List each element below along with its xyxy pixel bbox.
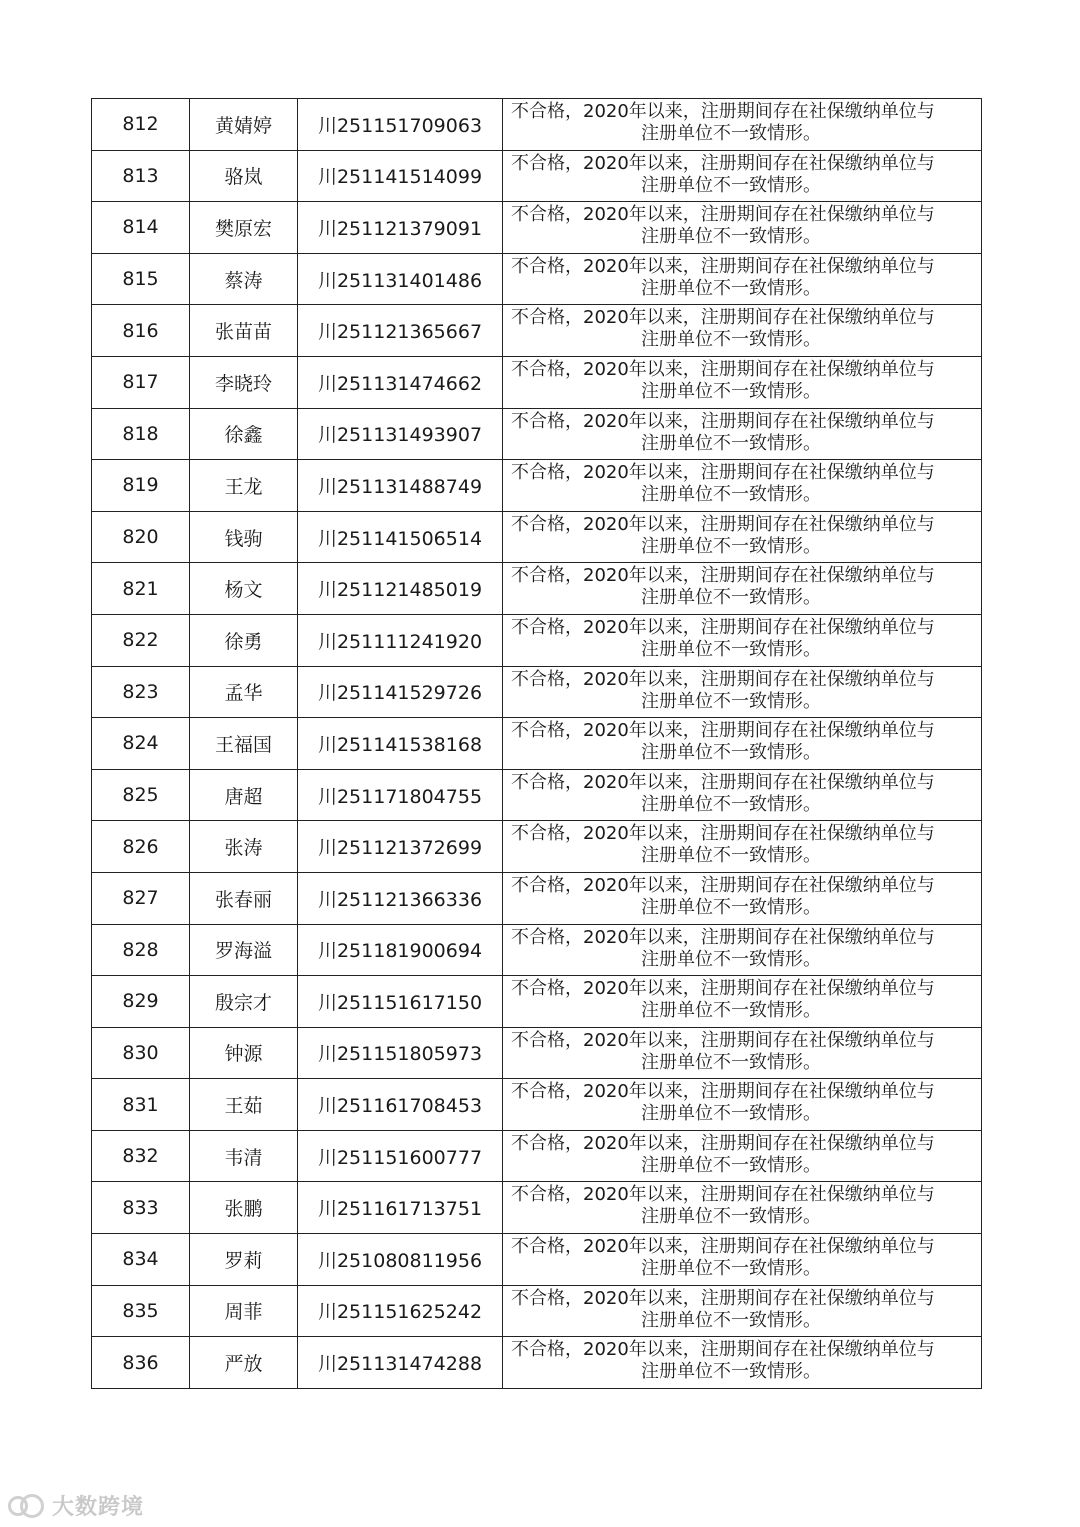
- row-number: 812: [92, 99, 190, 151]
- table-row: [92, 408, 982, 460]
- remark-line2: 注册单位不一致情形。: [641, 1103, 821, 1125]
- row-number: 825: [92, 769, 190, 821]
- remark-line2: 注册单位不一致情形。: [641, 587, 821, 609]
- certificate-number: 川251141538168: [298, 718, 503, 770]
- remark-line2: 注册单位不一致情形。: [641, 380, 821, 402]
- remark-cell: [503, 356, 982, 408]
- remark-cell: [503, 202, 982, 254]
- remark-cell: [503, 253, 982, 305]
- row-number: 835: [92, 1285, 190, 1337]
- remark-line1: 不合格，2020年以来，注册期间存在社保缴纳单位与: [511, 565, 935, 587]
- table-row: [92, 202, 982, 254]
- person-name: 王福国: [190, 718, 298, 770]
- remark-line2: 注册单位不一致情形。: [641, 793, 821, 815]
- remark-cell: [503, 511, 982, 563]
- remark-line2: 注册单位不一致情形。: [641, 1361, 821, 1383]
- certificate-number: 川251171804755: [298, 769, 503, 821]
- remark-line2: 注册单位不一致情形。: [641, 1309, 821, 1331]
- remark-cell: [503, 563, 982, 615]
- remark-line1: 不合格，2020年以来，注册期间存在社保缴纳单位与: [511, 1029, 935, 1051]
- table-row: [92, 1337, 982, 1389]
- certificate-number: 川251141506514: [298, 511, 503, 563]
- remark-cell: [503, 1337, 982, 1389]
- remark-line2: 注册单位不一致情形。: [641, 690, 821, 712]
- table-row: [92, 253, 982, 305]
- certificate-number: 川251121366336: [298, 872, 503, 924]
- certificate-number: 川251131488749: [298, 460, 503, 512]
- table-row: [92, 769, 982, 821]
- person-name: 王龙: [190, 460, 298, 512]
- remark-line2: 注册单位不一致情形。: [641, 174, 821, 196]
- remark-cell: [503, 614, 982, 666]
- remark-cell: [503, 460, 982, 512]
- row-number: 832: [92, 1130, 190, 1182]
- table-row: [92, 150, 982, 202]
- remark-cell: [503, 1182, 982, 1234]
- remark-line2: 注册单位不一致情形。: [641, 1258, 821, 1280]
- table-row: [92, 821, 982, 873]
- remark-line1: 不合格，2020年以来，注册期间存在社保缴纳单位与: [511, 668, 935, 690]
- remark-line1: 不合格，2020年以来，注册期间存在社保缴纳单位与: [511, 1236, 935, 1258]
- person-name: 骆岚: [190, 150, 298, 202]
- remark-line1: 不合格，2020年以来，注册期间存在社保缴纳单位与: [511, 874, 935, 896]
- remark-line1: 不合格，2020年以来，注册期间存在社保缴纳单位与: [511, 101, 935, 122]
- person-name: 张鹏: [190, 1182, 298, 1234]
- remark-line2: 注册单位不一致情形。: [641, 1206, 821, 1228]
- table-row: [92, 1285, 982, 1337]
- remark-cell: [503, 408, 982, 460]
- row-number: 830: [92, 1027, 190, 1079]
- remark-line2: 注册单位不一致情形。: [641, 948, 821, 970]
- remark-line1: 不合格，2020年以来，注册期间存在社保缴纳单位与: [511, 307, 935, 329]
- table-row: [92, 511, 982, 563]
- table-row: [92, 356, 982, 408]
- row-number: 815: [92, 253, 190, 305]
- remark-cell: [503, 305, 982, 357]
- row-number: 822: [92, 614, 190, 666]
- remark-cell: [503, 150, 982, 202]
- remark-line1: 不合格，2020年以来，注册期间存在社保缴纳单位与: [511, 152, 935, 174]
- certificate-number: 川251121365667: [298, 305, 503, 357]
- person-name: 唐超: [190, 769, 298, 821]
- row-number: 833: [92, 1182, 190, 1234]
- table-row: [92, 1182, 982, 1234]
- person-name: 张涛: [190, 821, 298, 873]
- certificate-number: 川251121372699: [298, 821, 503, 873]
- remark-line2: 注册单位不一致情形。: [641, 535, 821, 557]
- remark-line2: 注册单位不一致情形。: [641, 1051, 821, 1073]
- person-name: 韦清: [190, 1130, 298, 1182]
- remark-line1: 不合格，2020年以来，注册期间存在社保缴纳单位与: [511, 720, 935, 742]
- person-name: 严放: [190, 1337, 298, 1389]
- certificate-number: 川251161713751: [298, 1182, 503, 1234]
- remark-line2: 注册单位不一致情形。: [641, 123, 821, 144]
- person-name: 殷宗才: [190, 976, 298, 1028]
- row-number: 814: [92, 202, 190, 254]
- remark-cell: [503, 872, 982, 924]
- certificate-number: 川251151600777: [298, 1130, 503, 1182]
- certificate-number: 川251161708453: [298, 1079, 503, 1131]
- row-number: 836: [92, 1337, 190, 1389]
- person-name: 罗海溢: [190, 924, 298, 976]
- certificate-number: 川251151805973: [298, 1027, 503, 1079]
- remark-line2: 注册单位不一致情形。: [641, 896, 821, 918]
- remark-line1: 不合格，2020年以来，注册期间存在社保缴纳单位与: [511, 978, 935, 1000]
- certificate-number: 川251131493907: [298, 408, 503, 460]
- remark-cell: [503, 666, 982, 718]
- row-number: 818: [92, 408, 190, 460]
- person-name: 李晓玲: [190, 356, 298, 408]
- row-number: 831: [92, 1079, 190, 1131]
- remark-line2: 注册单位不一致情形。: [641, 484, 821, 506]
- row-number: 816: [92, 305, 190, 357]
- remark-line1: 不合格，2020年以来，注册期间存在社保缴纳单位与: [511, 771, 935, 793]
- remark-line2: 注册单位不一致情形。: [641, 226, 821, 248]
- person-name: 张苗苗: [190, 305, 298, 357]
- table-row: [92, 614, 982, 666]
- remark-line1: 不合格，2020年以来，注册期间存在社保缴纳单位与: [511, 1081, 935, 1103]
- certificate-number: 川251151625242: [298, 1285, 503, 1337]
- table-row: [92, 563, 982, 615]
- table-row: [92, 1130, 982, 1182]
- table-row: [92, 924, 982, 976]
- results-table: [91, 98, 982, 1389]
- row-number: 823: [92, 666, 190, 718]
- person-name: 蔡涛: [190, 253, 298, 305]
- table-row: [92, 1027, 982, 1079]
- table-row: [92, 976, 982, 1028]
- person-name: 钟源: [190, 1027, 298, 1079]
- certificate-number: 川251181900694: [298, 924, 503, 976]
- person-name: 钱驹: [190, 511, 298, 563]
- remark-line1: 不合格，2020年以来，注册期间存在社保缴纳单位与: [511, 255, 935, 277]
- table-row: [92, 666, 982, 718]
- certificate-number: 川251141514099: [298, 150, 503, 202]
- remark-line2: 注册单位不一致情形。: [641, 742, 821, 764]
- row-number: 824: [92, 718, 190, 770]
- person-name: 徐鑫: [190, 408, 298, 460]
- row-number: 834: [92, 1234, 190, 1286]
- remark-cell: [503, 99, 982, 151]
- remark-line1: 不合格，2020年以来，注册期间存在社保缴纳单位与: [511, 204, 935, 226]
- remark-cell: [503, 1285, 982, 1337]
- remark-cell: [503, 1234, 982, 1286]
- watermark-text: 大数跨境: [52, 1495, 145, 1520]
- certificate-number: 川251111241920: [298, 614, 503, 666]
- row-number: 826: [92, 821, 190, 873]
- remark-cell: [503, 769, 982, 821]
- remark-line1: 不合格，2020年以来，注册期间存在社保缴纳单位与: [511, 410, 935, 432]
- remark-line1: 不合格，2020年以来，注册期间存在社保缴纳单位与: [511, 513, 935, 535]
- certificate-number: 川251121379091: [298, 202, 503, 254]
- remark-line2: 注册单位不一致情形。: [641, 845, 821, 867]
- remark-cell: [503, 1027, 982, 1079]
- table-row: [92, 872, 982, 924]
- certificate-number: 川251121485019: [298, 563, 503, 615]
- person-name: 罗莉: [190, 1234, 298, 1286]
- certificate-number: 川251151617150: [298, 976, 503, 1028]
- row-number: 820: [92, 511, 190, 563]
- table-row: [92, 1079, 982, 1131]
- row-number: 819: [92, 460, 190, 512]
- remark-cell: [503, 821, 982, 873]
- remark-line2: 注册单位不一致情形。: [641, 277, 821, 299]
- remark-line1: 不合格，2020年以来，注册期间存在社保缴纳单位与: [511, 1132, 935, 1154]
- remark-cell: [503, 1079, 982, 1131]
- remark-cell: [503, 718, 982, 770]
- certificate-number: 川251080811956: [298, 1234, 503, 1286]
- remark-line1: 不合格，2020年以来，注册期间存在社保缴纳单位与: [511, 462, 935, 484]
- chat-bubbles-logo-icon: [8, 1494, 46, 1518]
- remark-line1: 不合格，2020年以来，注册期间存在社保缴纳单位与: [511, 823, 935, 845]
- person-name: 孟华: [190, 666, 298, 718]
- remark-line2: 注册单位不一致情形。: [641, 432, 821, 454]
- remark-line2: 注册单位不一致情形。: [641, 1000, 821, 1022]
- person-name: 樊原宏: [190, 202, 298, 254]
- remark-line1: 不合格，2020年以来，注册期间存在社保缴纳单位与: [511, 1184, 935, 1206]
- certificate-number: 川251141529726: [298, 666, 503, 718]
- table-row: [92, 718, 982, 770]
- remark-cell: [503, 1130, 982, 1182]
- remark-line2: 注册单位不一致情形。: [641, 1154, 821, 1176]
- remark-line2: 注册单位不一致情形。: [641, 329, 821, 351]
- table-row: [92, 99, 982, 151]
- certificate-number: 川251131401486: [298, 253, 503, 305]
- person-name: 杨文: [190, 563, 298, 615]
- watermark: [8, 1490, 144, 1521]
- certificate-number: 川251131474662: [298, 356, 503, 408]
- certificate-number: 川251151709063: [298, 99, 503, 151]
- row-number: 817: [92, 356, 190, 408]
- person-name: 张春丽: [190, 872, 298, 924]
- table-row: [92, 305, 982, 357]
- row-number: 827: [92, 872, 190, 924]
- table-row: [92, 460, 982, 512]
- person-name: 徐勇: [190, 614, 298, 666]
- row-number: 821: [92, 563, 190, 615]
- row-number: 829: [92, 976, 190, 1028]
- remark-line1: 不合格，2020年以来，注册期间存在社保缴纳单位与: [511, 926, 935, 948]
- remark-line2: 注册单位不一致情形。: [641, 638, 821, 660]
- person-name: 黄婧婷: [190, 99, 298, 151]
- row-number: 813: [92, 150, 190, 202]
- certificate-number: 川251131474288: [298, 1337, 503, 1389]
- table-row: [92, 1234, 982, 1286]
- person-name: 王茹: [190, 1079, 298, 1131]
- remark-line1: 不合格，2020年以来，注册期间存在社保缴纳单位与: [511, 1339, 935, 1361]
- remark-cell: [503, 976, 982, 1028]
- person-name: 周菲: [190, 1285, 298, 1337]
- remark-line1: 不合格，2020年以来，注册期间存在社保缴纳单位与: [511, 616, 935, 638]
- remark-line1: 不合格，2020年以来，注册期间存在社保缴纳单位与: [511, 358, 935, 380]
- remark-line1: 不合格，2020年以来，注册期间存在社保缴纳单位与: [511, 1287, 935, 1309]
- remark-cell: [503, 924, 982, 976]
- row-number: 828: [92, 924, 190, 976]
